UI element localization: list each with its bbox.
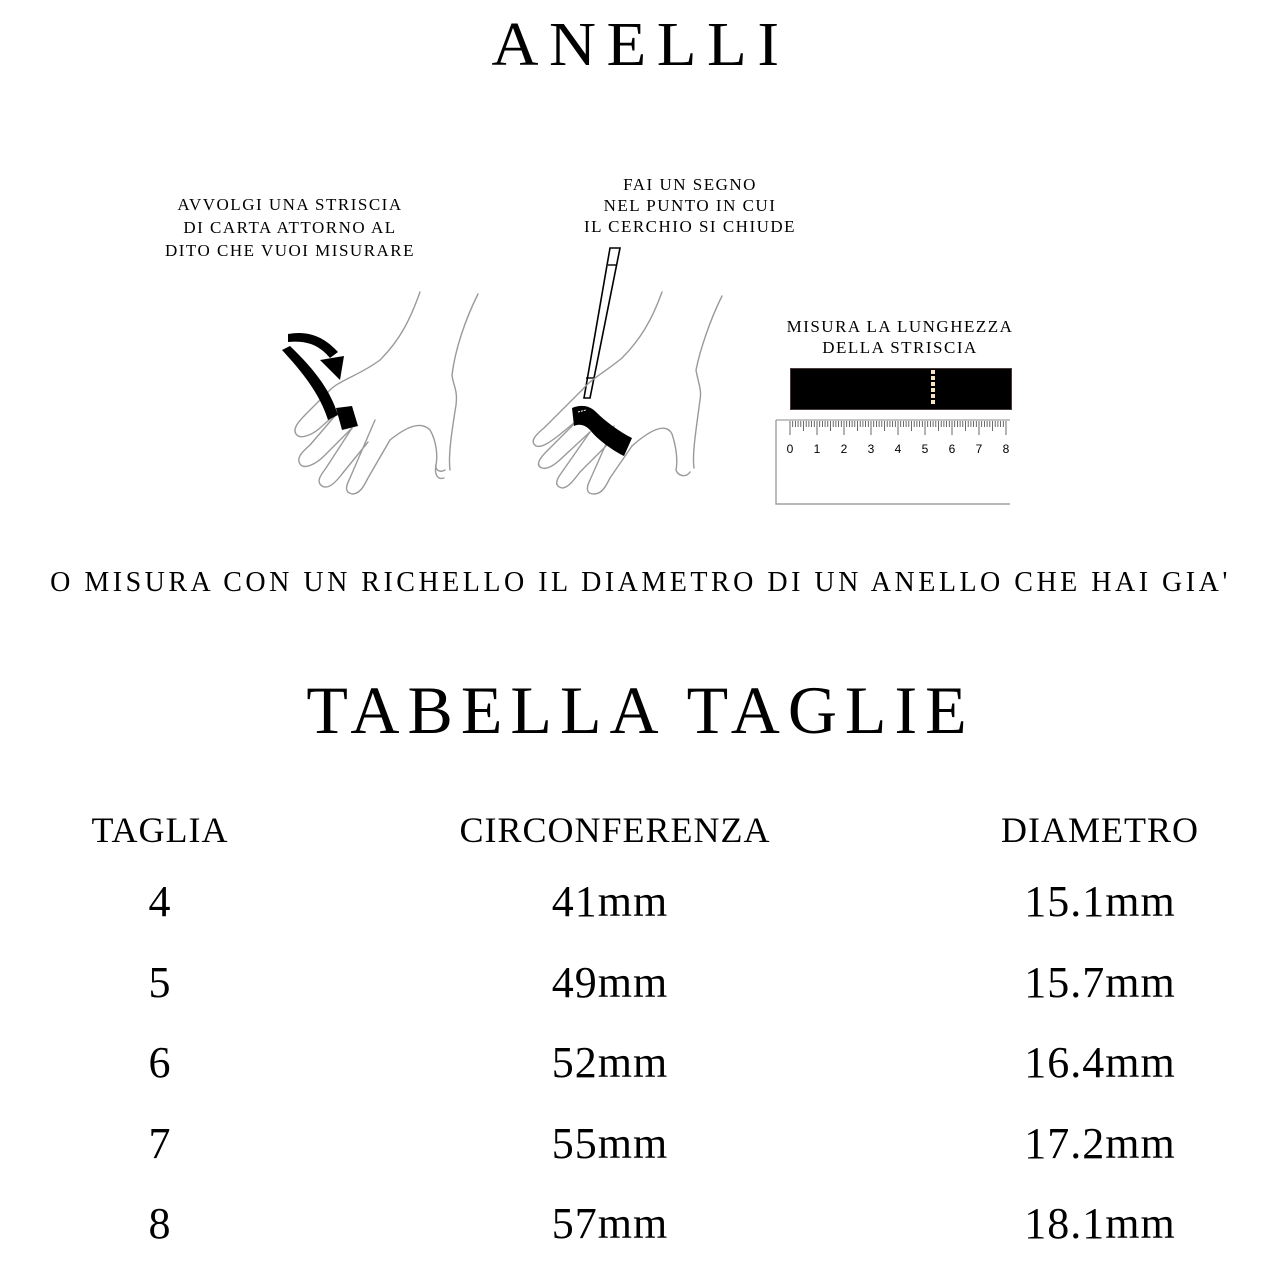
table-row <box>0 1114 1281 1184</box>
step-3-line-1: MISURA LA LUNGHEZZA <box>786 317 1014 336</box>
size-cell: 4 <box>148 877 172 926</box>
hand-mark-pen-icon <box>510 240 750 500</box>
diameter-cell: 15.7mm <box>1024 958 1176 1007</box>
size-table-title: TABELLA TAGLIE <box>306 672 975 748</box>
table-row <box>0 1033 1281 1103</box>
step-1-line-3: DITO CHE VUOI MISURARE <box>164 241 416 260</box>
column-header-circumference: CIRCONFERENZA <box>459 810 771 850</box>
step-2-line-2: NEL PUNTO IN CUI <box>603 196 777 215</box>
size-cell: 6 <box>148 1038 172 1087</box>
strip-mark <box>931 370 935 406</box>
ruler-label: 8 <box>1002 442 1010 456</box>
ruler-icon <box>774 418 1014 508</box>
step-2-line-3: IL CERCHIO SI CHIUDE <box>583 217 797 236</box>
diameter-cell: 15.1mm <box>1024 877 1176 926</box>
table-row <box>0 953 1281 1023</box>
diameter-cell: 16.4mm <box>1024 1038 1176 1087</box>
ruler-label: 7 <box>975 442 983 456</box>
circumference-cell: 41mm <box>551 877 669 926</box>
size-cell: 7 <box>148 1119 172 1168</box>
ruler-label: 4 <box>894 442 902 456</box>
ruler-label: 1 <box>813 442 821 456</box>
diameter-cell: 17.2mm <box>1024 1119 1176 1168</box>
column-header-size: TAGLIA <box>91 810 229 850</box>
step-1-caption <box>130 193 450 262</box>
ruler-label: 5 <box>921 442 929 456</box>
circumference-cell: 52mm <box>551 1038 669 1087</box>
size-cell: 5 <box>148 958 172 1007</box>
step-1-line-1: AVVOLGI UNA STRISCIA <box>177 195 403 214</box>
table-row <box>0 1194 1281 1264</box>
paper-strip <box>790 368 1012 410</box>
step-1-line-2: DI CARTA ATTORNO AL <box>183 218 397 237</box>
step-2-caption <box>540 174 840 237</box>
ruler-label: 3 <box>867 442 875 456</box>
alternative-instruction: O MISURA CON UN RICHELLO IL DIAMETRO DI UN ANELLO CHE HAI GIA' <box>50 567 1231 598</box>
table-row <box>0 872 1281 942</box>
page-title: ANELLI <box>491 11 790 79</box>
ruler-label: 2 <box>840 442 848 456</box>
ruler-label: 6 <box>948 442 956 456</box>
step-2-line-1: FAI UN SEGNO <box>623 175 757 194</box>
circumference-cell: 57mm <box>551 1199 669 1248</box>
diameter-cell: 18.1mm <box>1024 1199 1176 1248</box>
step-3-line-2: DELLA STRISCIA <box>822 338 978 357</box>
size-cell: 8 <box>148 1199 172 1248</box>
circumference-cell: 55mm <box>551 1119 669 1168</box>
ruler-label: 0 <box>786 442 794 456</box>
circumference-cell: 49mm <box>551 958 669 1007</box>
step-3-caption <box>750 316 1050 358</box>
hand-wrap-strip-icon <box>260 280 500 500</box>
column-header-diameter: DIAMETRO <box>1001 810 1199 850</box>
